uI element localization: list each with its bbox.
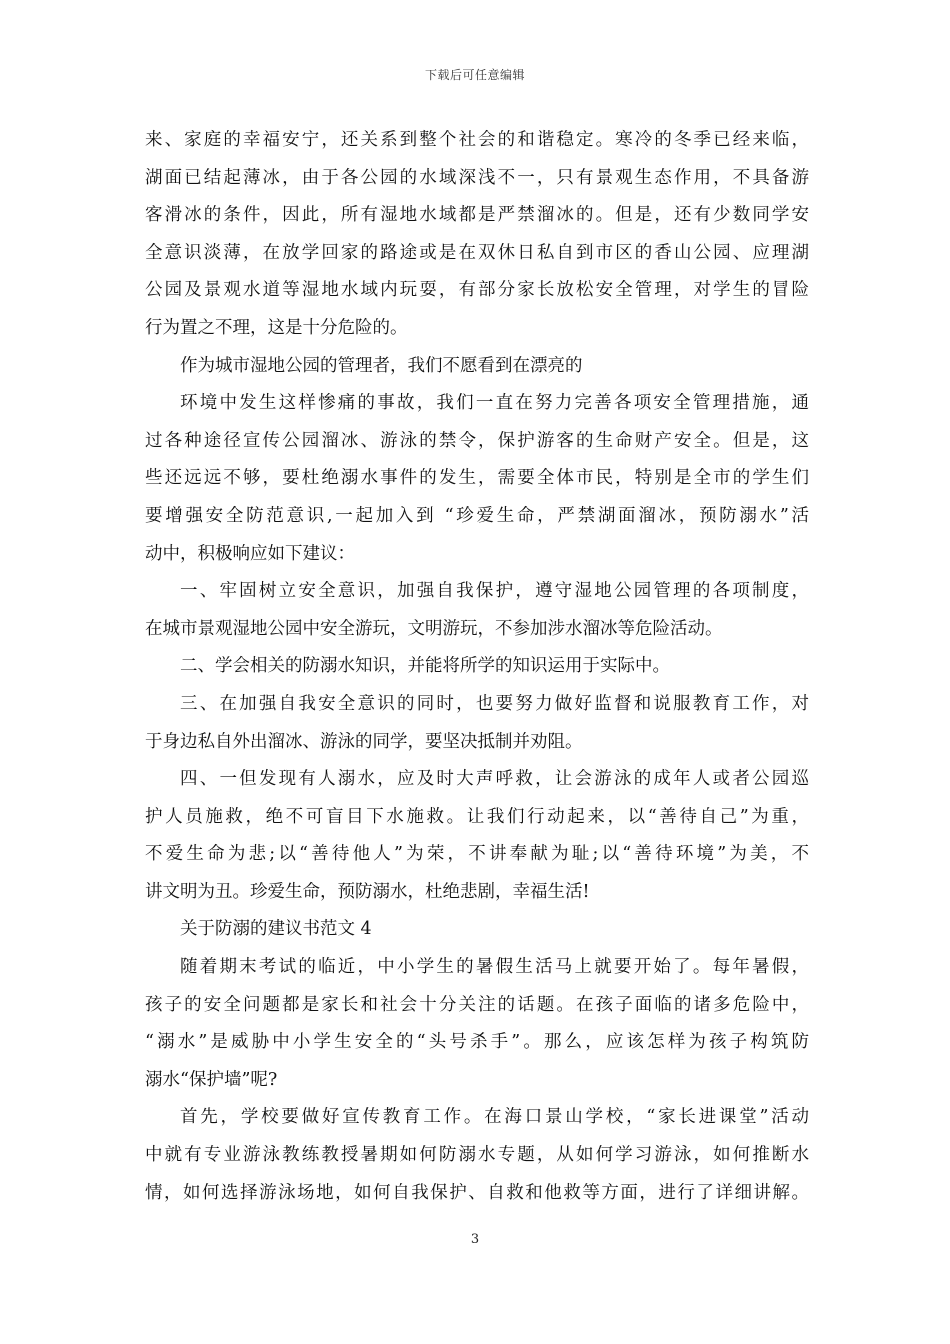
text-line: “溺水”是威胁中小学生安全的“头号杀手”。那么，应该怎样为孩子构筑防	[145, 1032, 809, 1053]
text-line: 些还远远不够，要杜绝溺水事件的发生，需要全体市民，特别是全市的学生们	[145, 468, 809, 489]
text-line: 情，如何选择游泳场地，如何自我保护、自救和他救等方面，进行了详细讲解。	[145, 1182, 809, 1203]
text-line: 孩子的安全问题都是家长和社会十分关注的话题。在孩子面临的诸多危险中，	[145, 994, 809, 1015]
text-line: 湖面已结起薄冰，由于各公园的水域深浅不一，只有景观生态作用，不具备游	[145, 167, 809, 188]
text-line: 作为城市湿地公园的管理者，我们不愿看到在漂亮的	[180, 355, 583, 376]
document-body	[145, 122, 809, 1212]
text-line: 一、牢固树立安全意识，加强自我保护，遵守湿地公园管理的各项制度，	[180, 581, 809, 602]
text-line: 溺水“保护墙”呢?	[145, 1069, 278, 1090]
page-number: 3	[470, 1232, 480, 1247]
text-line: 讲文明为丑。珍爱生命，预防溺水，杜绝悲剧，幸福生活!	[145, 881, 590, 902]
text-line: 在城市景观湿地公园中安全游玩，文明游玩，不参加涉水溜冰等危险活动。	[145, 618, 723, 639]
text-line: 中就有专业游泳教练教授暑期如何防溺水专题，从如何学习游泳，如何推断水	[145, 1145, 809, 1166]
text-line: 关于防溺的建议书范文 4	[180, 919, 372, 940]
text-line: 随着期末考试的临近，中小学生的暑假生活马上就要开始了。每年暑假，	[180, 957, 809, 978]
text-line: 二、学会相关的防溺水知识，并能将所学的知识运用于实际中。	[180, 656, 670, 677]
text-line: 首先，学校要做好宣传教育工作。在海口景山学校，“家长进课堂”活动	[180, 1107, 809, 1128]
text-line: 于身边私自外出溜冰、游泳的同学，要坚决抵制并劝阻。	[145, 731, 583, 752]
text-line: 公园及景观水道等湿地水域内玩耍，有部分家长放松安全管理，对学生的冒险	[145, 280, 809, 301]
text-line: 全意识淡薄，在放学回家的路途或是在双休日私自到市区的香山公园、应理湖	[145, 242, 809, 263]
text-line: 环境中发生这样惨痛的事故，我们一直在努力完善各项安全管理措施，通	[180, 393, 809, 414]
text-line: 行为置之不理，这是十分危险的。	[145, 317, 408, 338]
text-line: 不爱生命为悲;以“善待他人”为荣，不讲奉献为耻;以“善待环境”为美，不	[145, 844, 809, 865]
text-line: 四、一但发现有人溺水，应及时大声呼救，让会游泳的成年人或者公园巡	[180, 769, 809, 790]
text-line: 过各种途径宣传公园溜冰、游泳的禁令，保护游客的生命财产安全。但是，这	[145, 430, 809, 451]
text-line: 动中，积极响应如下建议：	[145, 543, 355, 564]
text-line: 客滑冰的条件，因此，所有湿地水域都是严禁溜冰的。但是，还有少数同学安	[145, 205, 809, 226]
page-header: 下载后可任意编辑	[424, 68, 525, 82]
text-line: 要增强安全防范意识,一起加入到 “珍爱生命，严禁湖面溜冰，预防溺水”活	[145, 505, 809, 526]
text-line: 护人员施救，绝不可盲目下水施救。让我们行动起来，以“善待自己”为重，	[145, 806, 809, 827]
text-line: 三、在加强自我安全意识的同时，也要努力做好监督和说服教育工作，对	[180, 693, 809, 714]
text-line: 来、家庭的幸福安宁，还关系到整个社会的和谐稳定。寒冷的冬季已经来临，	[145, 130, 809, 150]
